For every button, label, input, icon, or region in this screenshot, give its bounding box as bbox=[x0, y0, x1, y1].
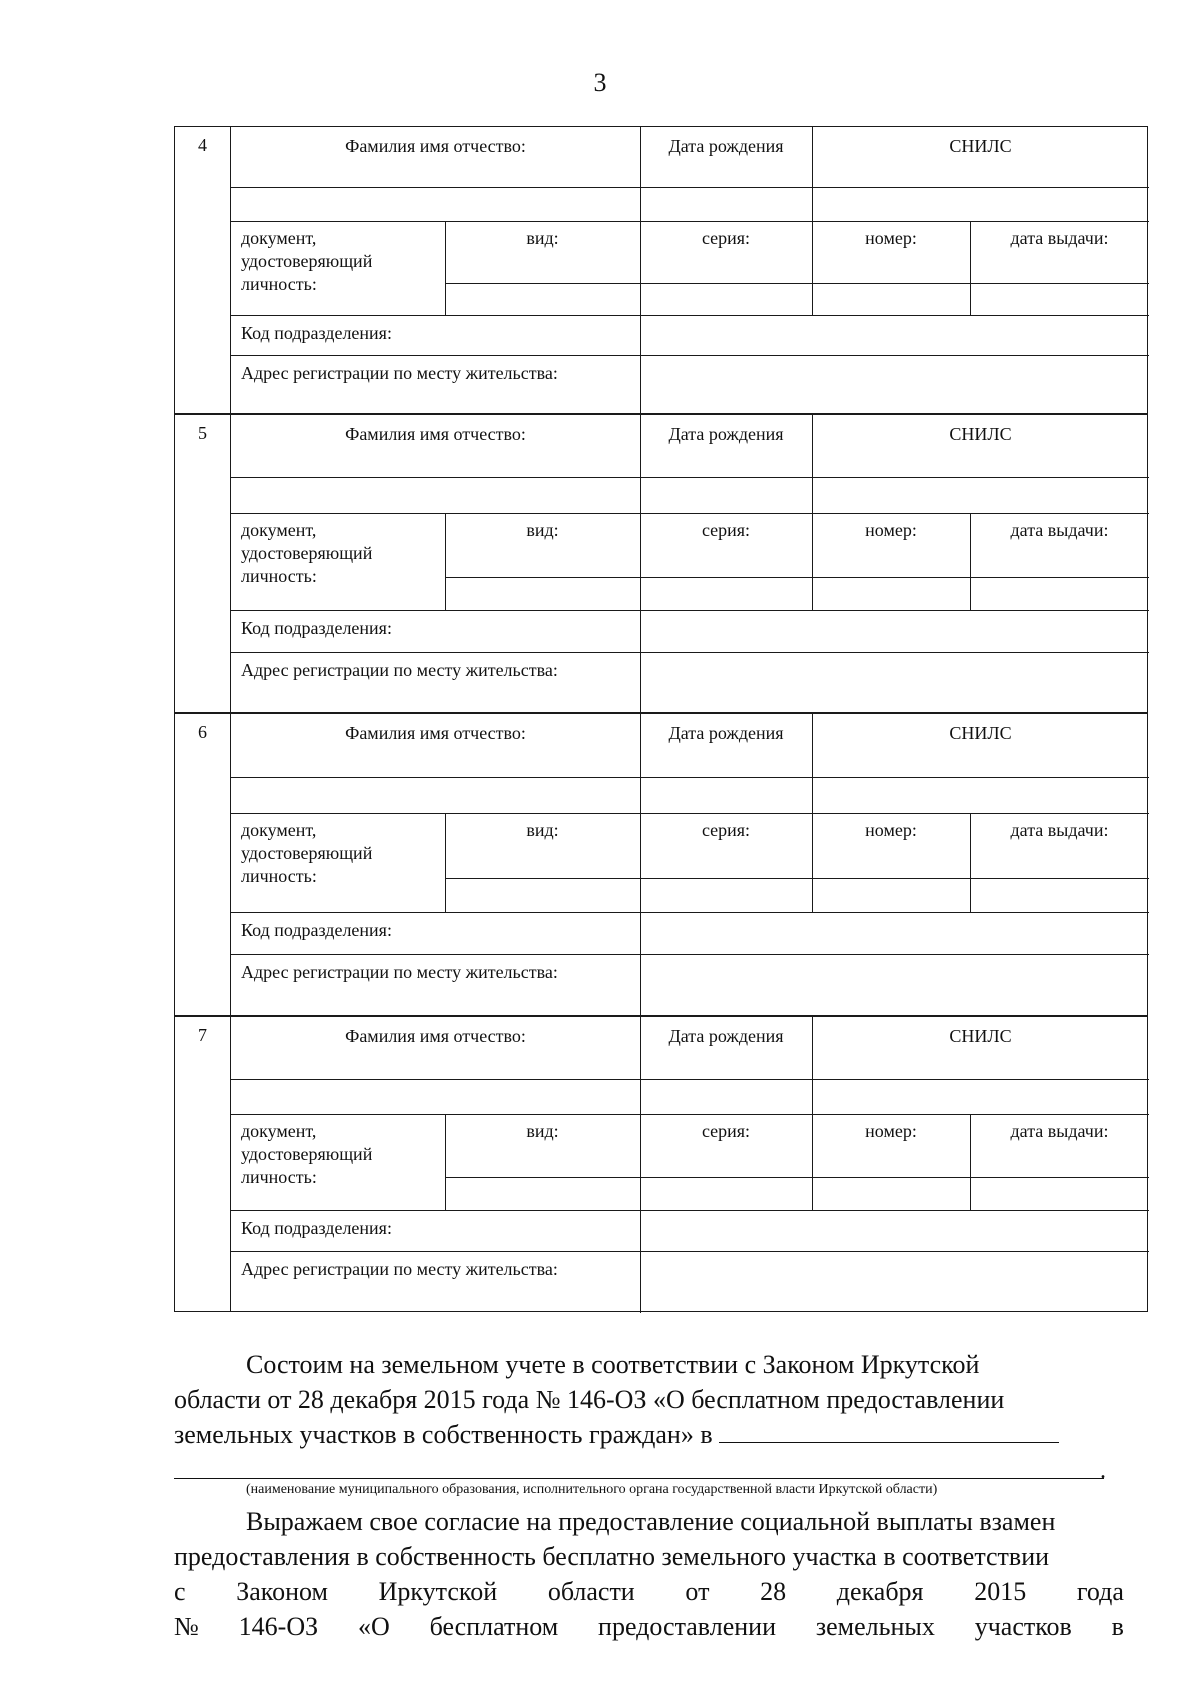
identity-doc-label-3: личность: bbox=[241, 866, 317, 886]
dept-code-input[interactable] bbox=[640, 912, 1149, 954]
consent-word: 2015 bbox=[974, 1577, 1027, 1606]
doc-type-label: вид: bbox=[526, 1121, 559, 1141]
doc-type-input[interactable] bbox=[445, 878, 640, 912]
consent-word: «О bbox=[357, 1612, 390, 1641]
number-input[interactable] bbox=[812, 878, 970, 912]
snils-label: СНИЛС bbox=[949, 136, 1012, 156]
dept-code-label: Код подразделения: bbox=[241, 323, 392, 343]
doc-type-input[interactable] bbox=[445, 283, 640, 315]
consent-word: от bbox=[685, 1577, 710, 1606]
number-label: номер: bbox=[865, 1121, 917, 1141]
birth-date-label: Дата рождения bbox=[668, 1026, 784, 1046]
number-label: номер: bbox=[865, 228, 917, 248]
reg-address-input[interactable] bbox=[640, 954, 1149, 1017]
series-label: серия: bbox=[701, 228, 751, 248]
consent-word: 146-ОЗ bbox=[238, 1612, 319, 1641]
issue-date-label: дата выдачи: bbox=[1010, 520, 1109, 540]
snils-label: СНИЛС bbox=[949, 723, 1012, 743]
number-input[interactable] bbox=[812, 1177, 970, 1210]
issue-date-input[interactable] bbox=[970, 878, 1149, 912]
doc-type-label: вид: bbox=[526, 520, 559, 540]
identity-doc-label-1: документ, bbox=[241, 520, 317, 540]
reg-address-label: Адрес регистрации по месту жительства: bbox=[241, 962, 558, 982]
end-mark: . bbox=[1100, 1458, 1106, 1484]
identity-doc-label-3: личность: bbox=[241, 274, 317, 294]
identity-doc-label-1: документ, bbox=[241, 228, 317, 248]
person-block-4 bbox=[174, 126, 1148, 414]
reg-address-input[interactable] bbox=[640, 652, 1149, 714]
paragraph-line-3-text: земельных участков в собственность граждан» в bbox=[174, 1420, 713, 1449]
person-number: 4 bbox=[175, 127, 231, 413]
series-label: серия: bbox=[701, 1121, 751, 1141]
snils-input[interactable] bbox=[812, 1079, 1149, 1114]
consent-word: предоставлении bbox=[598, 1612, 776, 1641]
person-block-6 bbox=[174, 713, 1148, 1016]
issue-date-input[interactable] bbox=[970, 577, 1149, 610]
consent-line-1: Выражаем свое согласие на предоставление социальной выплаты взамен bbox=[246, 1507, 1056, 1536]
doc-type-label: вид: bbox=[526, 228, 559, 248]
issue-date-input[interactable] bbox=[970, 1177, 1149, 1210]
fio-input[interactable] bbox=[231, 477, 640, 513]
number-label: номер: bbox=[865, 820, 917, 840]
dept-code-label: Код подразделения: bbox=[241, 618, 392, 638]
series-input[interactable] bbox=[640, 878, 812, 912]
series-input[interactable] bbox=[640, 1177, 812, 1210]
person-number: 5 bbox=[175, 415, 231, 712]
municipality-caption: (наименование муниципального образования, исполнительного органа государственной власти Иркутской области) bbox=[246, 1482, 938, 1497]
identity-doc-label-1: документ, bbox=[241, 1121, 317, 1141]
consent-word: года bbox=[1076, 1577, 1124, 1606]
number-input[interactable] bbox=[812, 283, 970, 315]
consent-line-3 bbox=[174, 1576, 1124, 1607]
doc-type-input[interactable] bbox=[445, 1177, 640, 1210]
series-label: серия: bbox=[701, 520, 751, 540]
issue-date-input[interactable] bbox=[970, 283, 1149, 315]
series-input[interactable] bbox=[640, 577, 812, 610]
consent-word: с bbox=[174, 1577, 186, 1606]
number-label: номер: bbox=[865, 520, 917, 540]
consent-word: 28 bbox=[760, 1577, 787, 1606]
page-number: 3 bbox=[593, 68, 607, 97]
paragraph-line-2: области от 28 декабря 2015 года № 146-ОЗ «О бесплатном предоставлении bbox=[174, 1385, 1005, 1414]
dept-code-input[interactable] bbox=[640, 610, 1149, 652]
fio-input[interactable] bbox=[231, 187, 640, 221]
identity-doc-label-2: удостоверяющий bbox=[241, 543, 373, 563]
birth-date-input[interactable] bbox=[640, 777, 812, 813]
fio-input[interactable] bbox=[231, 777, 640, 813]
fio-label: Фамилия имя отчество: bbox=[345, 424, 526, 444]
snils-label: СНИЛС bbox=[949, 1026, 1012, 1046]
number-input[interactable] bbox=[812, 577, 970, 610]
snils-input[interactable] bbox=[812, 187, 1149, 221]
identity-doc-label-2: удостоверяющий bbox=[241, 843, 373, 863]
consent-word: № bbox=[174, 1612, 199, 1641]
person-block-7 bbox=[174, 1016, 1148, 1312]
series-label: серия: bbox=[701, 820, 751, 840]
birth-date-input[interactable] bbox=[640, 477, 812, 513]
consent-line-2: предоставления в собственность бесплатно земельного участка в соответствии bbox=[174, 1542, 1050, 1571]
issue-date-label: дата выдачи: bbox=[1010, 820, 1109, 840]
birth-date-label: Дата рождения bbox=[668, 723, 784, 743]
snils-label: СНИЛС bbox=[949, 424, 1012, 444]
issue-date-label: дата выдачи: bbox=[1010, 228, 1109, 248]
snils-input[interactable] bbox=[812, 777, 1149, 813]
doc-type-label: вид: bbox=[526, 820, 559, 840]
dept-code-label: Код подразделения: bbox=[241, 920, 392, 940]
consent-word: области bbox=[547, 1577, 635, 1606]
consent-word: земельных bbox=[815, 1612, 935, 1641]
birth-date-label: Дата рождения bbox=[668, 136, 784, 156]
consent-line-4 bbox=[174, 1611, 1124, 1642]
municipality-blank-1[interactable] bbox=[719, 1420, 1059, 1443]
person-number: 6 bbox=[175, 714, 231, 1015]
birth-date-label: Дата рождения bbox=[668, 424, 784, 444]
dept-code-label: Код подразделения: bbox=[241, 1218, 392, 1238]
doc-type-input[interactable] bbox=[445, 577, 640, 610]
fio-label: Фамилия имя отчество: bbox=[345, 136, 526, 156]
identity-doc-label-3: личность: bbox=[241, 566, 317, 586]
reg-address-input[interactable] bbox=[640, 355, 1149, 415]
dept-code-input[interactable] bbox=[640, 1210, 1149, 1251]
consent-word: бесплатном bbox=[429, 1612, 559, 1641]
birth-date-input[interactable] bbox=[640, 1079, 812, 1114]
identity-doc-label-3: личность: bbox=[241, 1167, 317, 1187]
fio-label: Фамилия имя отчество: bbox=[345, 723, 526, 743]
identity-doc-label-2: удостоверяющий bbox=[241, 1144, 373, 1164]
reg-address-label: Адрес регистрации по месту жительства: bbox=[241, 660, 558, 680]
reg-address-input[interactable] bbox=[640, 1251, 1149, 1313]
series-input[interactable] bbox=[640, 283, 812, 315]
paragraph-line-1: Состоим на земельном учете в соответствии с Законом Иркутской bbox=[246, 1350, 980, 1379]
identity-doc-label-2: удостоверяющий bbox=[241, 251, 373, 271]
person-block-5 bbox=[174, 414, 1148, 713]
birth-date-input[interactable] bbox=[640, 187, 812, 221]
dept-code-input[interactable] bbox=[640, 315, 1149, 355]
municipality-blank-2[interactable] bbox=[174, 1478, 1104, 1479]
consent-word: участков bbox=[974, 1612, 1072, 1641]
consent-word: Иркутской bbox=[378, 1577, 498, 1606]
consent-word: декабря bbox=[836, 1577, 924, 1606]
consent-word: в bbox=[1111, 1612, 1124, 1641]
person-number: 7 bbox=[175, 1017, 231, 1311]
snils-input[interactable] bbox=[812, 477, 1149, 513]
paragraph-line-3 bbox=[174, 1419, 1124, 1450]
fio-label: Фамилия имя отчество: bbox=[345, 1026, 526, 1046]
consent-word: Законом bbox=[236, 1577, 328, 1606]
identity-doc-label-1: документ, bbox=[241, 820, 317, 840]
fio-input[interactable] bbox=[231, 1079, 640, 1114]
reg-address-label: Адрес регистрации по месту жительства: bbox=[241, 363, 558, 383]
issue-date-label: дата выдачи: bbox=[1010, 1121, 1109, 1141]
reg-address-label: Адрес регистрации по месту жительства: bbox=[241, 1259, 558, 1279]
